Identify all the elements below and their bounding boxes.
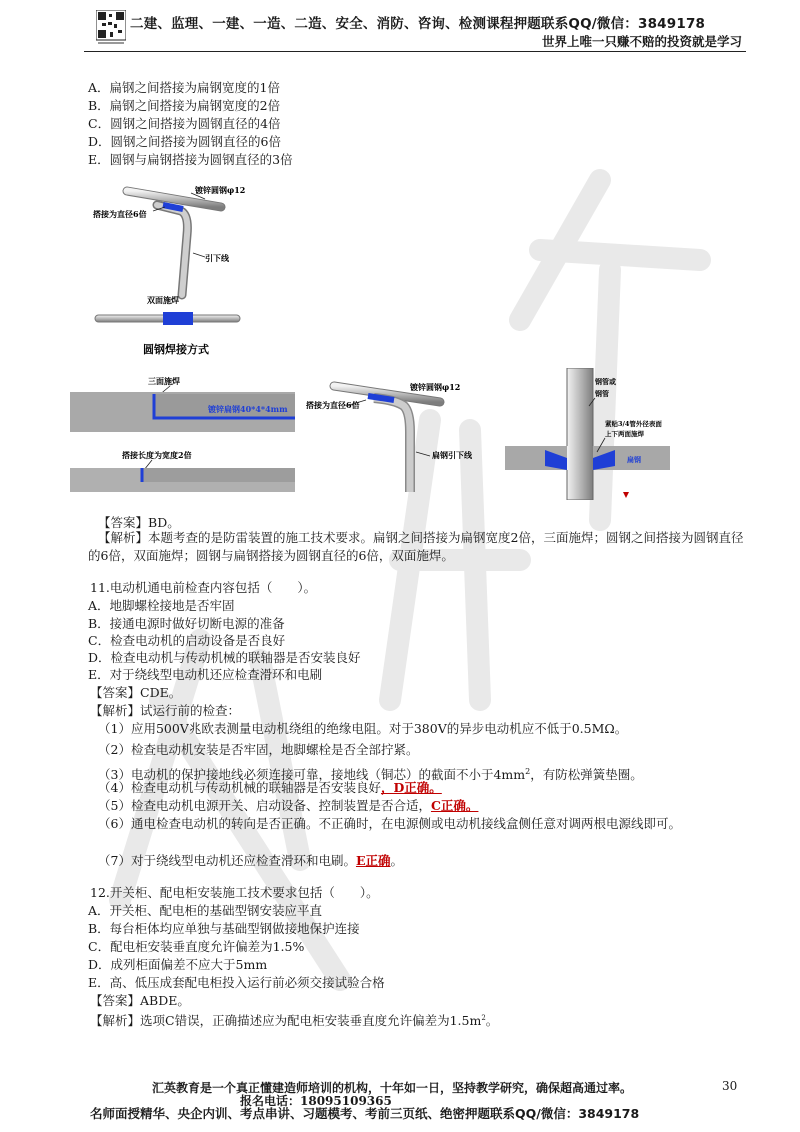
figure-round-flat-welding [300,372,500,497]
fig2-label-galvanized: 镀锌圆钢φ12 [410,382,461,392]
item4-text: （4）检查电动机与传动机械的联轴器是否安装良好 [98,780,381,795]
analysis-tag: 【解析】 [90,1013,141,1029]
q12-answer [90,992,190,1009]
page-number: 30 [722,1079,738,1093]
q11-option-c: C．检查电动机的启动设备是否良好 [88,633,286,648]
item3-text-end: ，有防松弹簧垫圈。 [530,767,643,783]
fig1-label-downlead: 引下线 [205,253,229,263]
fig2-label-pipe2: 钢管 [595,389,609,398]
q12-option-c: C．配电柜安装垂直度允许偏差为1.5% [88,939,305,954]
fig2-label-flat: 镀锌扁钢40*4*4mm [208,404,288,414]
q11-item-4 [98,779,442,796]
q12-analysis: 【解析】选项C错误，正确描述应为配电柜安装垂直度允许偏差为$1.5m^2$。 [90,1013,499,1029]
answer-value: BD。 [148,515,180,530]
item7-correct-mark: E正确 [355,853,391,868]
fig2-label-downlead: 扁钢引下线 [432,450,472,460]
q11-option-d: D．检查电动机与传动机械的联轴器是否安装良好 [88,650,361,665]
q12-option-b: B．每台柜体均应单独与基础型钢做接地保护连接 [88,921,360,936]
analysis-intro: 试运行前的检查： [140,703,241,718]
item5-correct-mark: C正确。 [430,798,479,813]
q12-option-a: A．开关柜、配电柜的基础型钢安装应平直 [88,903,323,918]
item7-text: （7）对于绕线型电动机还应检查滑环和电刷。 [98,853,356,868]
item5-text: （5）检查电动机电源开关、启动设备、控制装置是否合适， [98,798,431,813]
figure-flat-steel-welding [70,372,295,497]
answer-value: CDE。 [140,685,182,700]
fig2-label-weld2: 上下两面施焊 [605,430,644,438]
item4-correct-mark: ，D正确。 [380,780,442,795]
fig1-label-lap: 搭接为直径6倍 [93,209,147,219]
footer-phone: 报名电话：18095109365 [240,1094,392,1108]
footer-slogan: 汇英教育是一个真正懂建造师培训的机构，十年如一日，坚持教学研究，确保超高通过率。 [152,1081,633,1095]
fig1-label-double: 双面施焊 [147,295,179,305]
q10-option-c: C．圆钢之间搭接为圆钢直径的4倍 [88,116,281,131]
footer-contact: 名师面授精华、央企内训、考点串讲、习题模考、考前三页纸、绝密押题联系QQ/微信：3849178 [90,1106,640,1121]
figure-pipe-flat-welding [505,368,675,500]
q12-option-d: D．成列柜面偏差不应大于5mm [88,957,268,972]
fig2-label-pipe1: 钢管或 [595,377,616,386]
figure-round-steel-welding [85,175,265,360]
q11-item-5 [98,797,478,814]
q11-analysis [90,702,240,719]
q12-option-e: E．高、低压成套配电柜投入运行前必须交接试验合格 [88,975,385,990]
qr-code [96,10,126,46]
q11-item-1: （1）应用500V兆欧表测量电动机绕组的绝缘电阻。对于380V的异步电动机应不低于0.5MΩ。 [98,721,628,736]
q10-option-e: E．圆钢与扁钢搭接为圆钢直径的3倍 [88,152,293,167]
q12-question: 12.开关柜、配电柜安装施工技术要求包括（ ）。 [90,885,379,900]
item3-text: （3）电动机的保护接地线必须连接可靠，接地线（铜芯）的截面不小于4mm [98,767,526,783]
analysis-text: 本题考查的是防雷装置的施工技术要求。扁钢之间搭接为扁钢宽度2倍，三面施焊；圆钢之间搭接为圆钢直径的6倍，双面施焊；圆钢与扁钢搭接为圆钢直径的6倍，双面施焊。 [88,530,744,563]
header-divider [84,51,746,52]
fig2-label-lap6: 搭接为直径6倍 [306,400,360,410]
q11-option-b: B．接通电源时做好切断电源的准备 [88,616,285,631]
q11-question: 11.电动机通电前检查内容包括（ ）。 [90,580,317,595]
fig1-label-galvanized: 镀锌圆钢φ12 [195,185,246,195]
answer-tag: 【答案】 [98,515,149,530]
fig1-caption: 圆钢焊接方式 [143,343,209,356]
fig2-label-lap2: 搭接长度为宽度2倍 [122,450,192,460]
analysis-text: 选项C错误，正确描述应为配电柜安装垂直度允许偏差为1.5m [140,1013,482,1029]
q11-item-7: （7）对于绕线型电动机还应检查滑环和电刷。E正确。 [98,853,404,868]
fig2-label-bar: 扁钢 [627,455,641,464]
q11-item-2: （2）检查电动机安装是否牢固，地脚螺栓是否全部拧紧。 [98,742,419,757]
answer-value: ABDE。 [140,993,190,1008]
q11-option-a: A．地脚螺栓接地是否牢固 [88,598,235,613]
q10-option-b: B．扁钢之间搭接为扁钢宽度的2倍 [88,98,281,113]
q11-answer [90,684,181,701]
analysis-tag: 【解析】 [90,703,141,718]
fig2-label-three: 三面施焊 [148,376,180,386]
answer-tag: 【答案】 [90,685,141,700]
fig2-label-weld1: 紧贴3/4管外径表面 [605,420,662,428]
item3-superscript: 2 [525,767,531,776]
q11-option-e: E．对于绕线型电动机还应检查滑环和电刷 [88,667,323,682]
answer-tag: 【答案】 [90,993,141,1008]
q11-item-6: （6）通电检查电动机的转向是否正确。不正确时，在电源侧或电动机接线盒侧任意对调两根电源线即可。 [98,816,681,831]
analysis-tag: 【解析】 [98,530,149,545]
header-contact: 二建、监理、一建、一造、二造、安全、消防、咨询、检测课程押题联系QQ/微信：3849178 [130,16,706,32]
q10-option-a: A．扁钢之间搭接为扁钢宽度的1倍 [88,80,280,95]
header-slogan: 世界上唯一只赚不赔的投资就是学习 [541,34,742,49]
q10-analysis [88,529,750,565]
q10-option-d: D．圆钢之间搭接为圆钢直径的6倍 [88,134,281,149]
